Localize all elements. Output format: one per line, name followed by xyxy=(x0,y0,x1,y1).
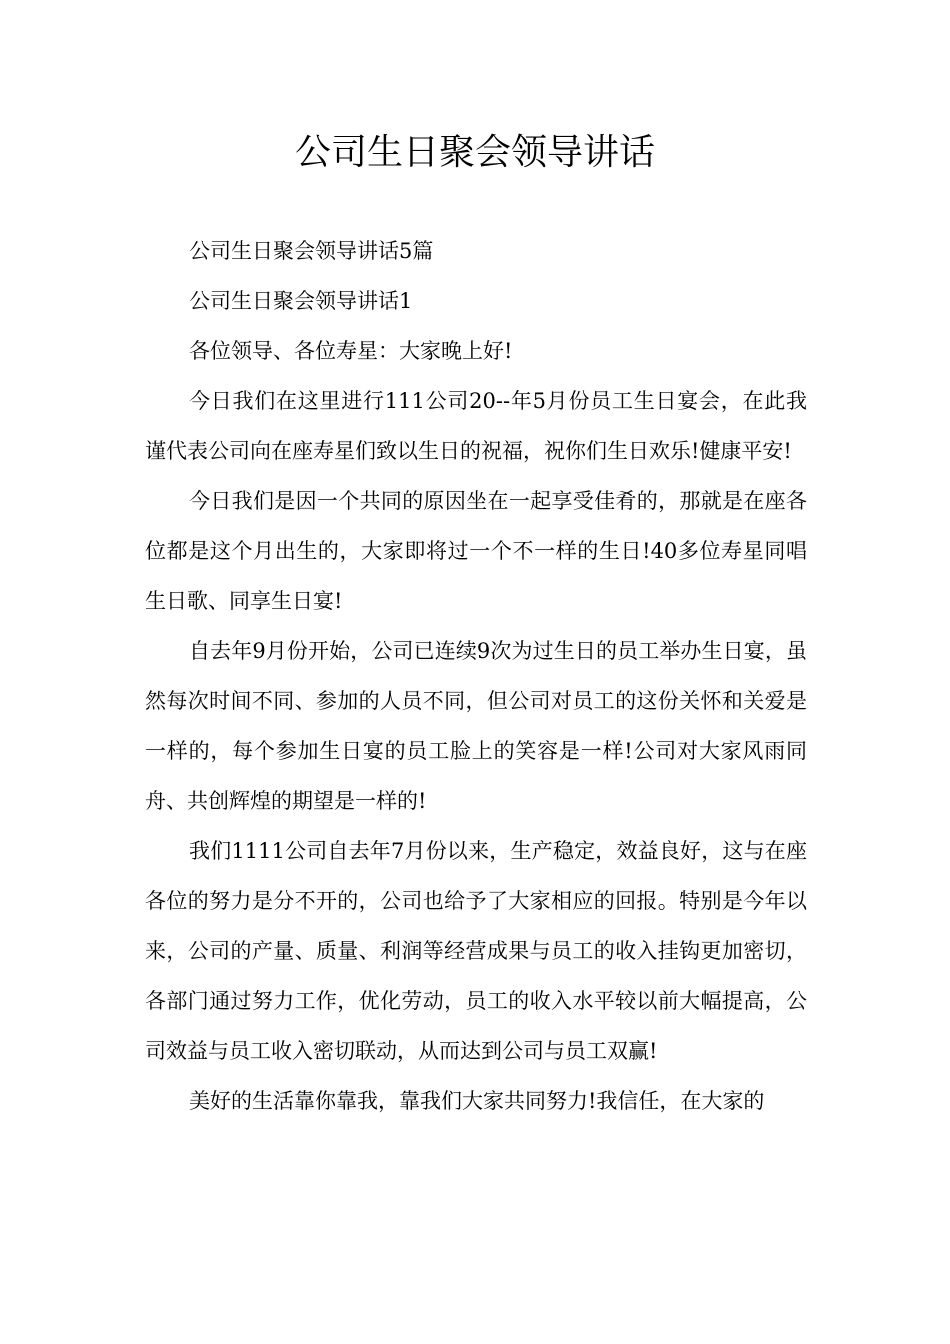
paragraph: 我们1111公司自去年7月份以来，生产稳定，效益良好，这与在座各位的努力是分不开的，公司也给予了大家相应的回报。特别是今年以来，公司的产量、质量、利润等经营成果与员工的收入挂钩更加密切，各部门通过努力工作，优化劳动，员工的收入水平较以前大幅提高，公司效益与员工收入密切联动，从而达到公司与员工双赢! xyxy=(145,839,807,1063)
paragraph: 今日我们在这里进行111公司20--年5月份员工生日宴会，在此我谨代表公司向在座寿星们致以生日的祝福，祝你们生日欢乐!健康平安! xyxy=(145,389,807,463)
paragraph: 今日我们是因一个共同的原因坐在一起享受佳肴的，那就是在座各位都是这个月出生的，大家即将过一个不一样的生日!40多位寿星同唱生日歌、同享生日宴! xyxy=(145,489,807,613)
paragraph: 各位领导、各位寿星：大家晚上好! xyxy=(189,339,513,363)
paragraph: 自去年9月份开始，公司已连续9次为过生日的员工举办生日宴，虽然每次时间不同、参加的人员不同，但公司对员工的这份关怀和关爱是一样的，每个参加生日宴的员工脸上的笑容是一样!公司对大家风雨同舟、共创辉煌的期望是一样的! xyxy=(145,639,807,813)
paragraph: 美好的生活靠你靠我，靠我们大家共同努力!我信任，在大家的 xyxy=(189,1089,765,1113)
document-body xyxy=(145,226,807,1126)
document-title: 公司生日聚会领导讲话 xyxy=(294,132,655,173)
paragraph: 公司生日聚会领导讲话5篇 xyxy=(189,239,434,263)
paragraph: 公司生日聚会领导讲话1 xyxy=(189,289,413,313)
